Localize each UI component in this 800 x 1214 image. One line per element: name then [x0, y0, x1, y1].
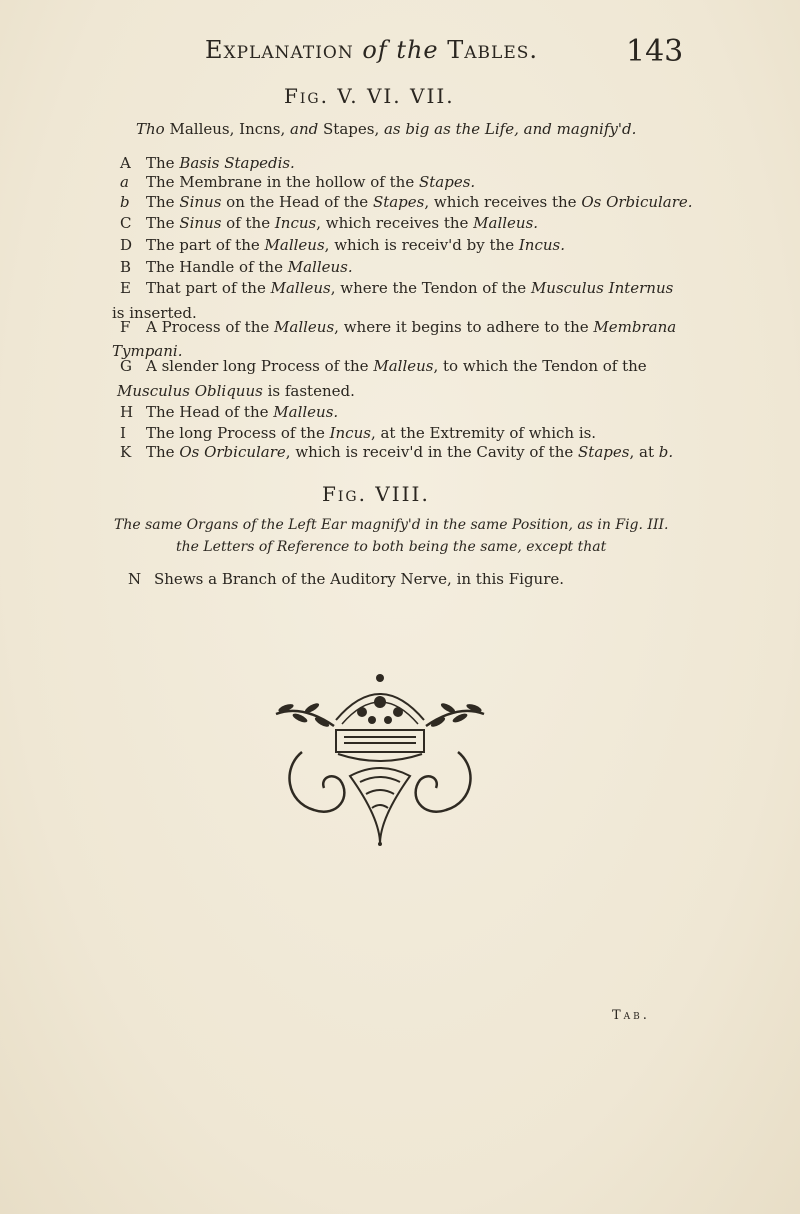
- running-header: [205, 36, 538, 64]
- entry-G: G A slender long Process of the Malleus, to which the Tendon of the: [120, 357, 647, 375]
- entry-F-continued: Tympani.: [112, 342, 183, 360]
- entry-G-continued: Musculus Obliquus is fastened.: [117, 382, 355, 400]
- fig-viii-line-2: the Letters of Reference to both being the same, except that: [176, 539, 607, 555]
- entry-C: C The Sinus of the Incus, which receives the Malleus.: [120, 214, 539, 232]
- page-number: 143: [626, 34, 684, 69]
- entry-B: B The Handle of the Malleus.: [120, 258, 353, 276]
- header-title-start: Explanation: [205, 36, 354, 64]
- entry-E-continued: is inserted.: [112, 304, 197, 322]
- entry-b: b The Sinus on the Head of the Stapes, which receives the Os Orbiculare.: [120, 193, 693, 211]
- header-title-italic: of the: [362, 36, 439, 64]
- printers-ornament-basket-icon: [272, 668, 488, 846]
- entry-F: F A Process of the Malleus, where it begins to adhere to the Membrana: [120, 318, 677, 336]
- entry-D: D The part of the Malleus, which is receiv'd by the Incus.: [120, 236, 565, 254]
- fig-heading-viii: Fig. VIII.: [322, 482, 430, 506]
- entry-a: a The Membrane in the hollow of the Stapes.: [120, 173, 476, 191]
- entry-I: I The long Process of the Incus, at the Extremity of which is.: [120, 424, 597, 442]
- fig-heading-v-vi-vii: Fig. V. VI. VII.: [284, 84, 455, 108]
- fig-subtitle: Tho Malleus, Incns, and Stapes, as big as the Life, and magnify'd.: [136, 120, 637, 138]
- entry-K: K The Os Orbiculare, which is receiv'd in the Cavity of the Stapes, at b.: [120, 443, 674, 461]
- fig-viii-line-1: The same Organs of the Left Ear magnify'd in the same Position, as in Fig. III.: [114, 517, 669, 533]
- entry-E: E That part of the Malleus, where the Tendon of the Musculus Internus: [120, 279, 674, 297]
- entry-H: H The Head of the Malleus.: [120, 403, 339, 421]
- catchword: Tab.: [612, 1008, 650, 1023]
- entry-N: N Shews a Branch of the Auditory Nerve, in this Figure.: [128, 570, 565, 588]
- header-title-end: Tables.: [447, 36, 539, 64]
- entry-A: A The Basis Stapedis.: [120, 154, 295, 172]
